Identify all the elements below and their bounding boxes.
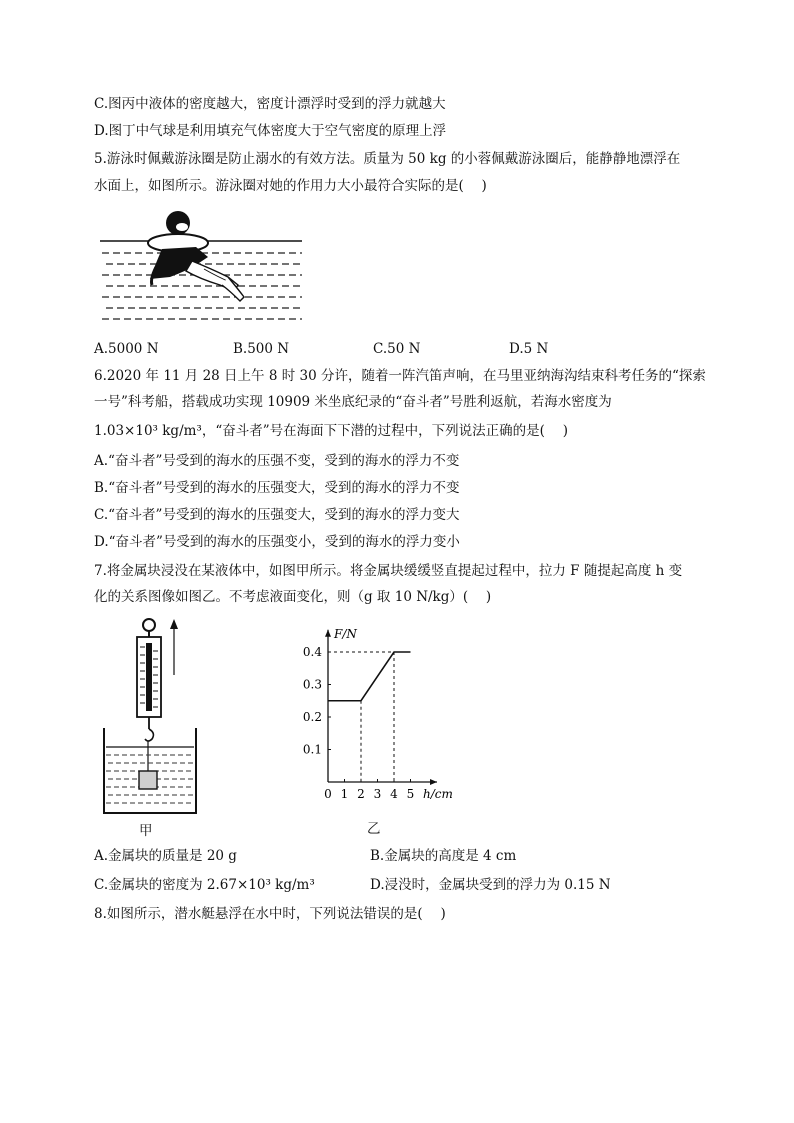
spring-scale-figure	[100, 615, 210, 850]
q7-options-row2	[94, 876, 714, 894]
q8-stem: 8.如图所示，潜水艇悬浮在水中时，下列说法错误的是( )	[94, 906, 446, 922]
q5-stem-line1: 5.游泳时佩戴游泳圈是防止溺水的有效方法。质量为 50 kg 的小蓉佩戴游泳圈后，能静静地漂浮在	[94, 151, 681, 167]
x-tick-label: 3	[373, 787, 382, 801]
q7-options-row1	[94, 847, 714, 865]
y-axis-label: F/N	[334, 626, 357, 641]
q4-option-c: C.图丙中液体的密度越大，密度计漂浮时受到的浮力就越大	[94, 96, 446, 112]
force-height-chart	[295, 617, 470, 807]
y-tick-label: 0.4	[302, 645, 322, 659]
q7-stem-line1: 7.将金属块浸没在某液体中，如图甲所示。将金属块缓缓竖直提起过程中，拉力 F 随提起高度 h 变	[94, 563, 683, 579]
figure-caption-yi: 乙	[367, 821, 381, 837]
q7-option-b: B.金属块的高度是 4 cm	[370, 848, 517, 864]
force-series-line	[328, 652, 411, 701]
y-tick-label: 0.1	[302, 742, 322, 757]
swimmer-figure	[100, 205, 305, 330]
x-tick-label: 0	[324, 787, 332, 801]
y-axis-arrow	[325, 630, 331, 637]
q5-options	[94, 340, 714, 358]
q6-option-d: D.“奋斗者”号受到的海水的压强变小，受到的海水的浮力变小	[94, 534, 460, 550]
x-axis-label: h/cm	[423, 787, 453, 801]
q5-option-a: A.5000 N	[94, 341, 159, 357]
x-tick-label: 1	[340, 787, 349, 801]
q5-option-c: C.50 N	[373, 341, 421, 357]
y-tick-label: 0.2	[302, 710, 322, 724]
x-tick-label: 2	[357, 787, 365, 801]
q5-option-d: D.5 N	[509, 341, 549, 357]
x-tick-label: 4	[390, 787, 398, 801]
q7-option-c: C.金属块的密度为 2.67×10³ kg/m³	[94, 877, 315, 893]
q6-stem-line3: 1.03×10³ kg/m³，“奋斗者”号在海面下下潜的过程中，下列说法正确的是( )	[94, 423, 568, 439]
q6-stem-line2: 一号”科考船，搭载成功实现 10909 米坐底纪录的“奋斗者”号胜利返航，若海水密度为	[94, 394, 612, 410]
q5-option-b: B.500 N	[233, 341, 290, 357]
q6-option-c: C.“奋斗者”号受到的海水的压强变大，受到的海水的浮力变大	[94, 507, 460, 523]
q6-stem-line1: 6.2020 年 11 月 28 日上午 8 时 30 分许，随着一阵汽笛声响，在马里亚纳海沟结束科考任务的“探索	[94, 368, 706, 384]
q6-option-a: A.“奋斗者”号受到的海水的压强不变，受到的海水的浮力不变	[94, 453, 460, 469]
q5-stem-line2: 水面上，如图所示。游泳圈对她的作用力大小最符合实际的是( )	[94, 178, 487, 194]
x-axis-arrow	[430, 779, 437, 785]
q4-option-d: D.图丁中气球是利用填充气体密度大于空气密度的原理上浮	[94, 123, 447, 139]
y-tick-label: 0.3	[302, 677, 322, 692]
q7-option-d: D.浸没时，金属块受到的浮力为 0.15 N	[370, 877, 611, 893]
q6-option-b: B.“奋斗者”号受到的海水的压强变大，受到的海水的浮力不变	[94, 480, 460, 496]
q7-stem-line2: 化的关系图像如图乙。不考虑液面变化，则（g 取 10 N/kg）( )	[94, 589, 492, 605]
q7-option-a: A.金属块的质量是 20 g	[94, 848, 237, 864]
figure-caption-jia: 甲	[139, 823, 153, 839]
x-tick-label: 5	[406, 787, 415, 801]
